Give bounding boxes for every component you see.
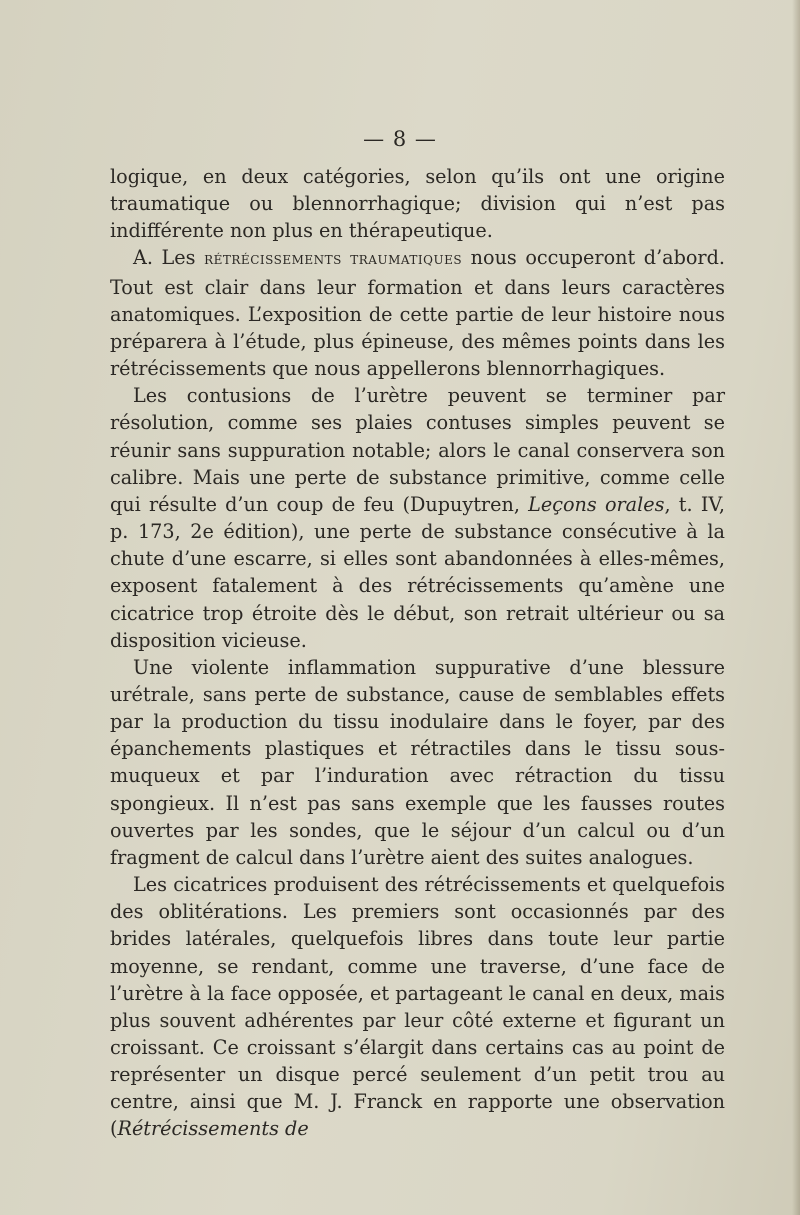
paragraph-4: Une violente inflammation suppurative d’une blessure urétrale, sans perte de substance, cause de semblables effets par la production du tissu inodulaire dans le foyer, par des épanchements plastiques et rétractiles dans le tissu sous-muqueux et par l’induration avec rétraction du tissu spongieux. Il n’est pas sans exemple que les fausses routes ouvertes par les sondes, que le séjour d’un calcul ou d’un fragment de calcul dans l’urètre aient des suites analogues. — [110, 655, 725, 869]
paragraph-5 — [110, 871, 725, 1143]
paragraph-3 — [110, 382, 725, 654]
paragraph-2-rest: nous occuperont d’abord. Tout est clair dans leur formation et dans leurs caractères anatomiques. L’exposition de cette partie de leur histoire nous préparera à l’étude, plus épineuse, des mêmes points dans les rétrécissements que nous appellerons blennorrhagiques. — [110, 246, 725, 381]
paragraph-2 — [110, 244, 725, 382]
paragraph-2-lead: A. Les — [133, 246, 205, 270]
page-edge-shadow — [792, 0, 800, 1215]
page-number: — 8 — — [363, 127, 437, 151]
paragraph-3-end: , t. IV, p. 173, 2e édition), une perte de substance consécutive à la chute d’une escarre, si elles sont abandonnées à elles-mêmes, exposent fatalement à des rétrécissements qu’amène une cicatrice trop étroite dès le début, son retrait ultérieur ou sa disposition vicieuse. — [110, 492, 725, 652]
paragraph-3-italic: Leçons orales — [528, 492, 665, 516]
paragraph-5-start: Les cicatrices produisent des rétrécissements et quelquefois des oblitérations. Les premiers sont occasionnés par des brides latérales, quelquefois libres dans toute leur partie moyenne, se rendant, comme une traverse, d’une face de l’urètre à la face opposée, et partageant le canal en deux, mais plus souvent adhérentes par leur côté externe et figurant un croissant. Ce croissant s’élargit dans certains cas au point de représenter un disque percé seulement d’un petit trou au centre, ainsi que M. J. Franck en rapporte une observation ( — [110, 873, 725, 1141]
paragraph-3-start: Les contusions de l’urètre peuvent se terminer par résolution, comme ses plaies contuses simples peuvent se réunir sans suppuration notable; alors le canal conservera son calibre. Mais une perte de substance primitive, comme celle qui résulte d’un coup de feu (Dupuytren, — [110, 384, 725, 516]
paragraph-1: logique, en deux catégories, selon qu’ils ont une origine traumatique ou blennorrhagique; division qui n’est pas indifférente non plus en thérapeutique. — [110, 165, 725, 243]
body-text — [110, 163, 725, 1143]
paragraph-5-italic: Rétrécissements de — [117, 1117, 309, 1141]
paragraph-2-smallcaps: rétrécissements traumatiques — [204, 249, 463, 270]
